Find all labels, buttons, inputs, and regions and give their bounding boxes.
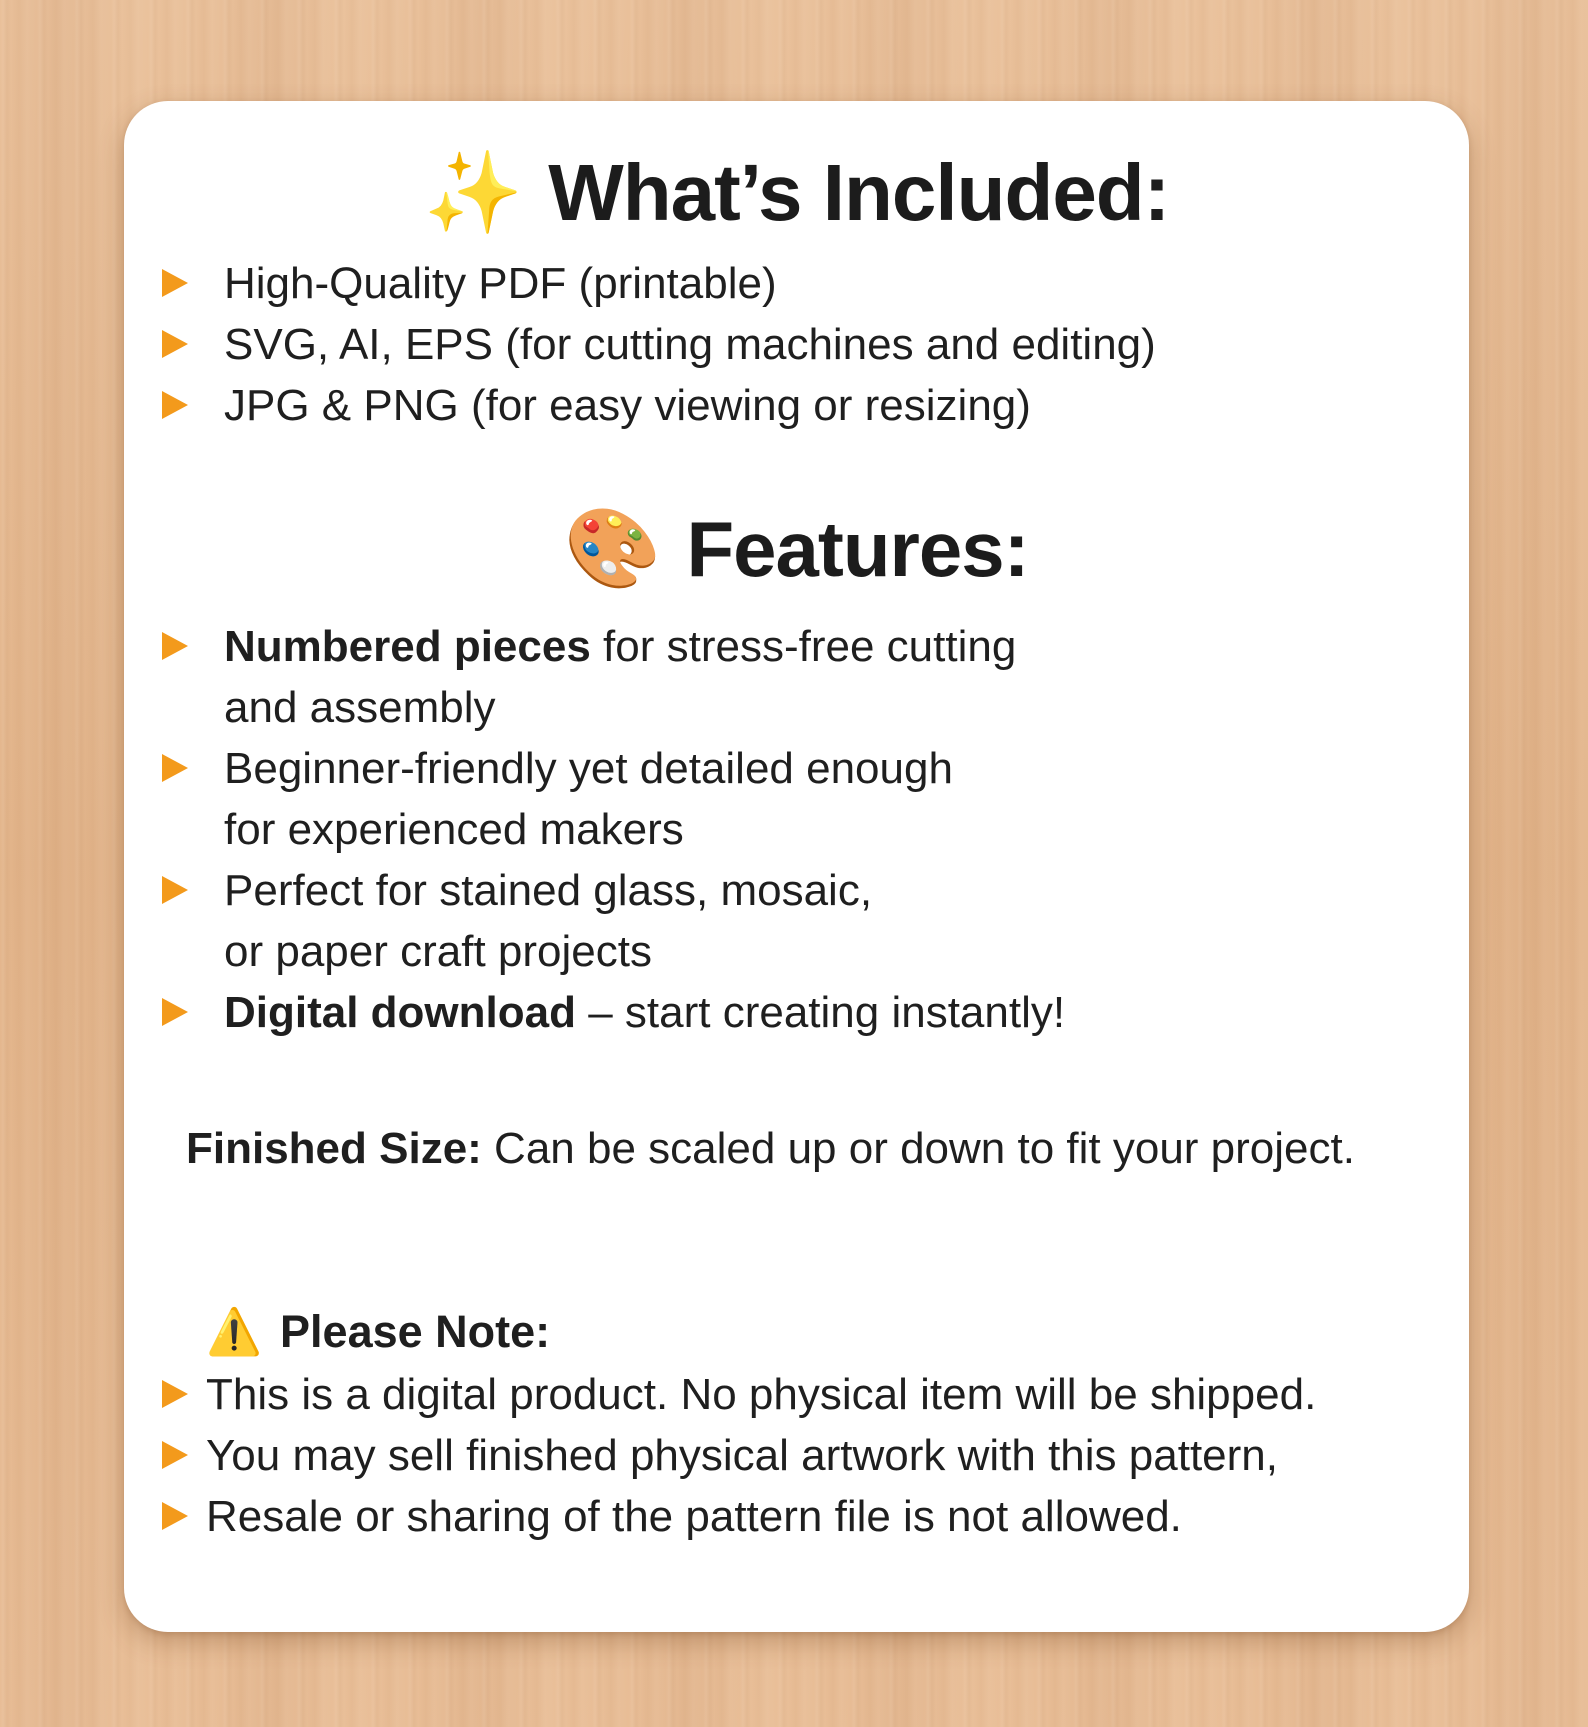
feature-line: Beginner-friendly yet detailed enough <box>224 744 953 793</box>
bullet-triangle-icon <box>162 876 188 904</box>
bullet-triangle-icon <box>162 269 188 297</box>
list-item <box>124 1486 1316 1547</box>
feature-line: Perfect for stained glass, mosaic, <box>224 866 873 915</box>
list-item <box>124 1425 1316 1486</box>
feature-line: for experienced makers <box>224 805 684 854</box>
artist-palette-icon: 🎨 <box>564 504 661 592</box>
finished-size-text: Can be scaled up or down to fit your project. <box>481 1124 1355 1173</box>
feature-bold-text: Digital download <box>224 988 576 1037</box>
bullet-triangle-icon <box>162 998 188 1026</box>
please-note-title: Please Note: <box>280 1306 551 1357</box>
sparkles-icon: ✨ <box>423 148 523 237</box>
info-card <box>124 101 1469 1632</box>
bullet-triangle-icon <box>162 1502 188 1530</box>
list-item <box>124 982 1065 1043</box>
list-item <box>124 1364 1316 1425</box>
bullet-triangle-icon <box>162 754 188 782</box>
note-item-text: You may sell finished physical artwork with this pattern, <box>206 1431 1278 1480</box>
warning-icon: ⚠️ <box>206 1306 263 1357</box>
feature-text: for stress-free cutting <box>590 622 1017 671</box>
features-title: Features: <box>686 504 1029 593</box>
included-item-text: High-Quality PDF (printable) <box>224 259 777 308</box>
feature-line: and assembly <box>224 683 496 732</box>
whats-included-heading <box>124 143 1469 243</box>
list-item <box>124 375 1156 436</box>
bullet-triangle-icon <box>162 330 188 358</box>
note-item-text: This is a digital product. No physical item will be shipped. <box>206 1370 1317 1419</box>
list-item <box>124 860 1065 982</box>
list-item <box>124 253 1156 314</box>
bullet-triangle-icon <box>162 1441 188 1469</box>
feature-line <box>224 982 1065 1043</box>
feature-text: – start creating instantly! <box>575 988 1066 1037</box>
please-note-heading <box>206 1301 550 1362</box>
list-item <box>124 738 1065 860</box>
list-item <box>124 616 1065 738</box>
included-item-text: SVG, AI, EPS (for cutting machines and editing) <box>224 320 1156 369</box>
feature-bold-text: Numbered pieces <box>224 622 591 671</box>
bullet-triangle-icon <box>162 391 188 419</box>
features-list <box>124 616 1065 1043</box>
whats-included-title: What’s Included: <box>548 148 1170 237</box>
bullet-triangle-icon <box>162 632 188 660</box>
included-item-text: JPG & PNG (for easy viewing or resizing) <box>224 381 1031 430</box>
note-item-text: Resale or sharing of the pattern file is not allowed. <box>206 1492 1182 1541</box>
features-heading <box>124 499 1469 599</box>
feature-line: or paper craft projects <box>224 927 652 976</box>
bullet-triangle-icon <box>162 1380 188 1408</box>
list-item <box>124 314 1156 375</box>
included-list <box>124 253 1156 436</box>
note-list <box>124 1364 1316 1547</box>
finished-size-label: Finished Size: <box>186 1124 482 1173</box>
finished-size <box>186 1118 1355 1179</box>
feature-line <box>224 616 1065 677</box>
